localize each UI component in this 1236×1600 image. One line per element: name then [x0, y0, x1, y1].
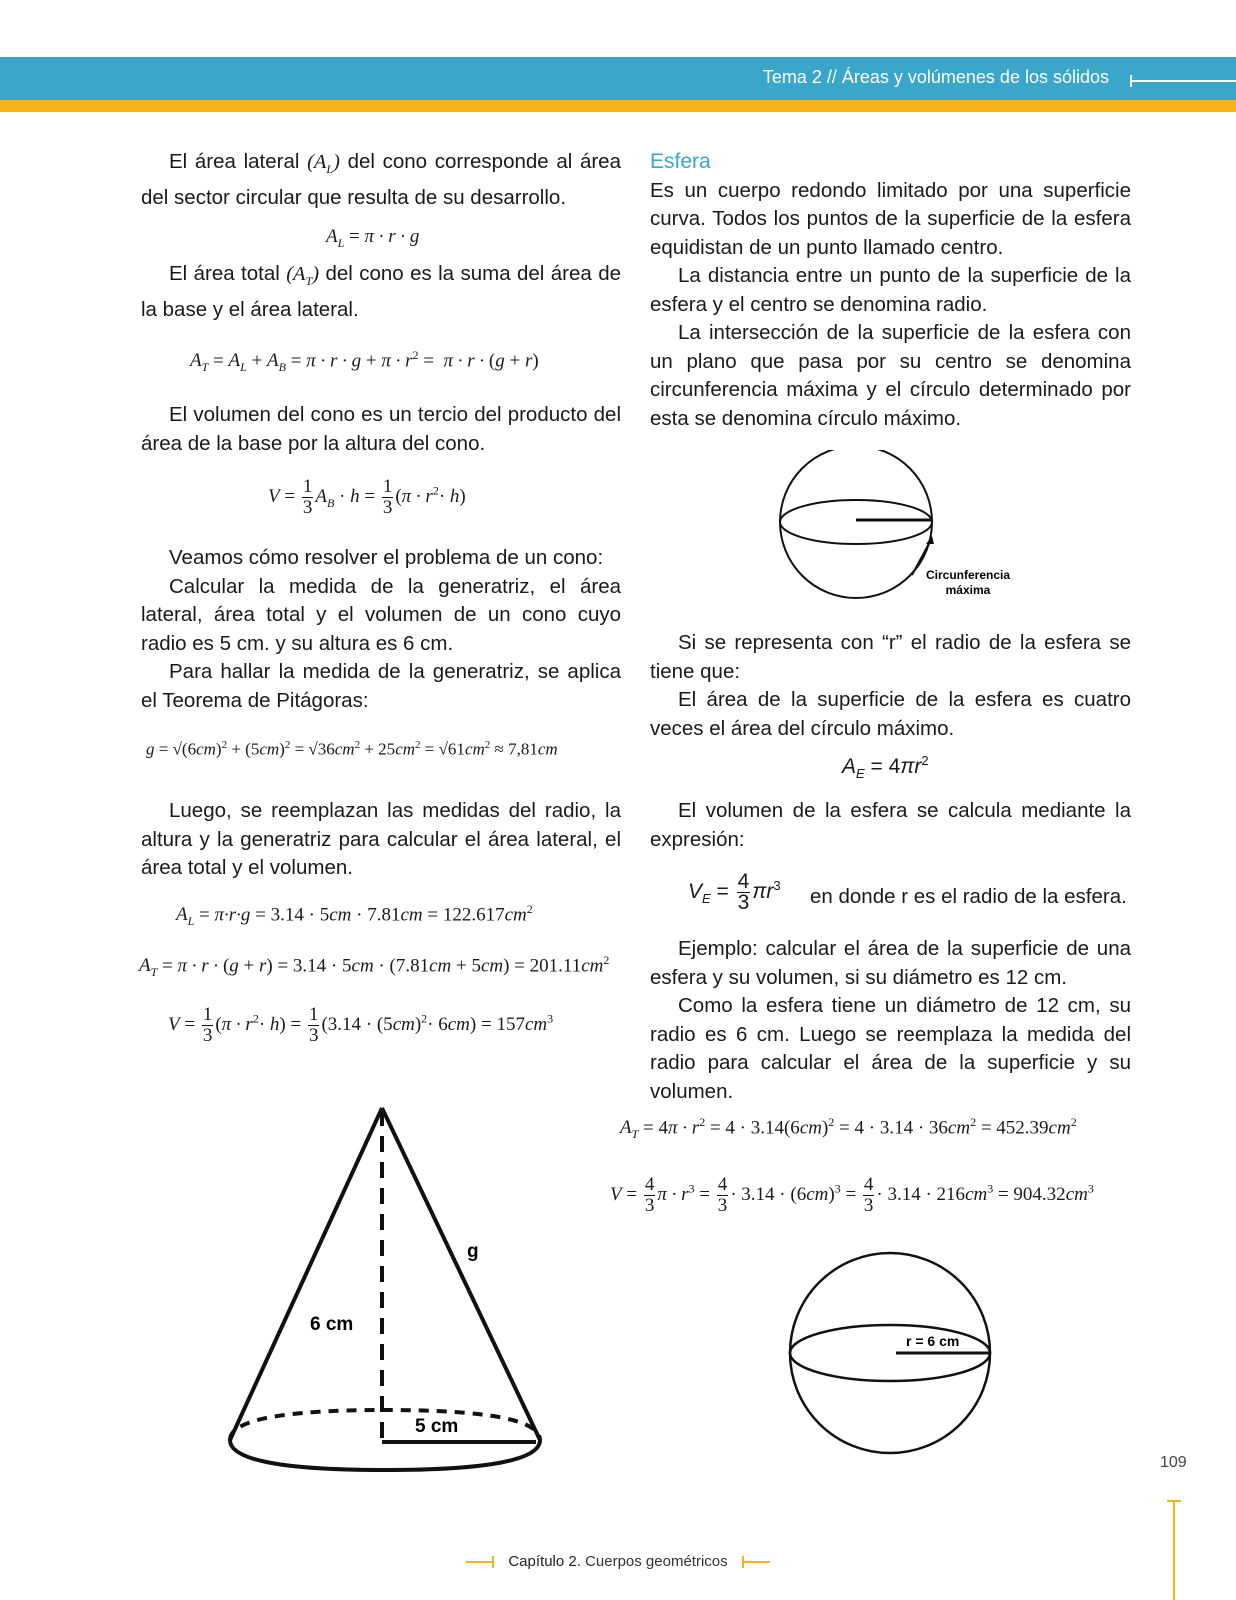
formula-example-sphere-area: $A_T = 4\pi \cdot r^2 = 4 \cdot 3.14(6cm)^2 = 4 \cdot 3.14 \cdot 36cm^2 = 452.39cm^2$: [620, 1115, 1077, 1142]
formula-example-total: $A_T = \pi \cdot r \cdot (g + r) = 3.14 \cdot 5cm \cdot (7.81cm + 5cm) = 201.11cm^2$: [139, 953, 610, 980]
right-paragraph-4: Si se representa con “r” el radio de la esfera se tiene que:: [650, 631, 1131, 683]
formula-example-sphere-volume: V = $\frac{4}{3}$ $\pi \cdot r^3$ = $\frac{4}{3}$ · $3.14 \cdot (6cm)^3$ = $\frac{4}{3}$ · $3.14 \cdot 216cm^3 = 904.32cm^3$: [610, 1174, 1094, 1216]
section-title-esfera: Esfera: [650, 150, 711, 173]
left-paragraph-5: Calcular la medida de la generatriz, el área lateral, área total y el volumen de un cono cuyo radio es 5 cm. y su altura es 6 cm.: [141, 574, 621, 655]
header-line: [1130, 80, 1236, 82]
footer-chapter: Capítulo 2.: [508, 1553, 581, 1570]
footer: [0, 1553, 1236, 1570]
right-column: [650, 148, 1131, 433]
side-line: [1173, 1500, 1175, 1600]
left-paragraph-4: Veamos cómo resolver el problema de un cono:: [169, 546, 604, 569]
footer-rule-right: [742, 1561, 770, 1563]
left-column-3: [141, 401, 621, 458]
circ-label-line-1: Circunferencia: [925, 568, 1011, 582]
right-column-3: [650, 797, 1131, 854]
formula-cone-volume: V = $\frac{1}{3}$ $A_B \cdot h$ = $\frac{1}{3}$ $(\pi \cdot r^2\cdot h)$: [268, 476, 466, 518]
footer-rule-left: [466, 1561, 494, 1563]
header-stripe: [0, 100, 1236, 112]
footer-chapter-title: Cuerpos geométricos: [585, 1553, 728, 1570]
left-paragraph-1: El área lateral $(A_L)$ del cono corresponde al área del sector circular que resulta de su desarrollo.: [141, 150, 621, 209]
formula-generatrix: $g = √(6cm)^2 + (5cm)^2 = √36cm^2 + 25cm^2 = √61cm^2 \approx 7,81cm$: [146, 739, 558, 759]
right-paragraph-3: La intersección de la superficie de la esfera con un plano que pasa por su centro se denomina circunferencia máxima y el círculo determinado por esta se denomina círculo máximo.: [650, 321, 1131, 430]
right-paragraph-7: Ejemplo: calcular el área de la superficie de una esfera y su volumen, si su diámetro es 12 cm.: [650, 937, 1131, 989]
cone-label-height: 6 cm: [310, 1314, 354, 1335]
left-paragraph-7: Luego, se reemplazan las medidas del radio, la altura y la generatriz para calcular el área lateral, el área total y el volumen.: [141, 799, 621, 879]
right-paragraph-2: La distancia entre un punto de la superficie de la esfera y el centro se denomina radio.: [650, 264, 1131, 316]
right-paragraph-1: Es un cuerpo redondo limitado por una superficie curva. Todos los puntos de la superficie de la esfera equidistan de un punto llamado centro.: [650, 178, 1131, 259]
formula-sphere-volume: $V_E$ = $\frac{4}{3}$ $\pi r^3$: [688, 870, 781, 914]
left-paragraph-6: Para hallar la medida de la generatriz, se aplica el Teorema de Pitágoras:: [141, 660, 621, 712]
sphere-radius-figure: [780, 1250, 1000, 1460]
left-paragraph-3: El volumen del cono es un tercio del producto del área de la base por la altura del cono.: [141, 403, 621, 455]
formula-example-lateral: $A_L = \pi\cdot r\cdot g = 3.14 \cdot 5cm \cdot 7.81cm = 122.617cm^2$: [176, 902, 533, 929]
left-column-5: [141, 797, 621, 883]
formula-example-volume: V = $\frac{1}{3}$ $(\pi \cdot r^2\cdot h)$ = $\frac{1}{3}$ $(3.14 \cdot (5cm)^2\cdot 6cm) = 157cm^3$: [168, 1004, 554, 1046]
page-number: 109: [1160, 1454, 1187, 1471]
right-column-4: [650, 935, 1131, 1106]
right-paragraph-8: Como la esfera tiene un diámetro de 12 cm, su radio es 6 cm. Luego se reemplaza la medida del radio para calcular el área de la superficie y su volumen.: [650, 994, 1131, 1103]
right-paragraph-5: El área de la superficie de la esfera es cuatro veces el área del círculo máximo.: [650, 688, 1131, 740]
sphere-great-circle-figure: [760, 450, 1060, 610]
cone-label-radius: 5 cm: [415, 1416, 459, 1437]
volume-note: en donde r es el radio de la esfera.: [810, 885, 1127, 908]
formula-lateral-area: $A_L = \pi \cdot r \cdot g$: [326, 226, 420, 250]
left-column-2: [141, 260, 621, 324]
left-paragraph-2: El área total $(A_T)$ del cono es la suma del área de la base y el área lateral.: [141, 262, 621, 321]
cone-label-g: g: [467, 1241, 479, 1262]
formula-sphere-area: $A_E = 4\pi r^2$: [842, 753, 929, 782]
right-paragraph-6: El volumen de la esfera se calcula mediante la expresión:: [650, 799, 1131, 851]
header-title: Tema 2 // Áreas y volúmenes de los sólidos: [762, 67, 1109, 87]
circ-label-line-2: máxima: [945, 583, 991, 597]
right-column-2: [650, 629, 1131, 743]
left-column: [141, 148, 621, 212]
formula-total-area: $A_T = A_L + A_B = \pi \cdot r \cdot g + \pi \cdot r^2 = \pi \cdot r \cdot (g + r)$: [190, 348, 539, 375]
cone-figure: [220, 1100, 550, 1480]
sphere-radius-label: r = 6 cm: [906, 1333, 960, 1349]
left-column-4: [141, 544, 621, 715]
